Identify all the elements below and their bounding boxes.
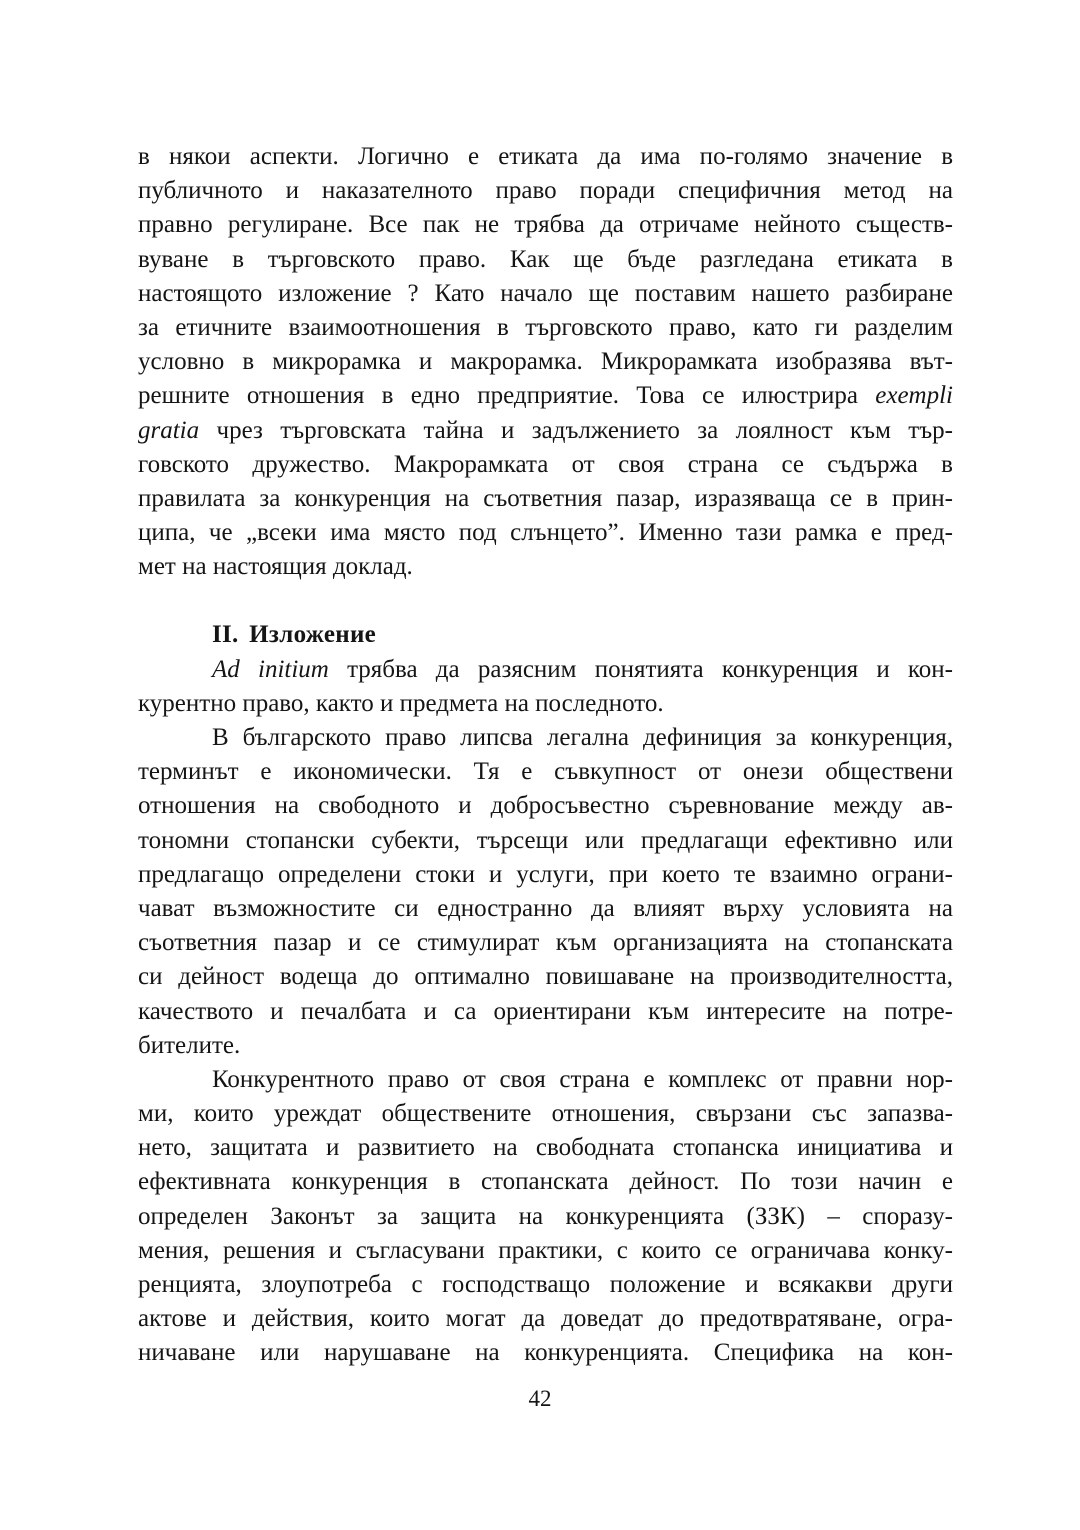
text-run: трябва да разясним понятията конкуренция и кон-: [328, 655, 953, 683]
latin-term: Ad initium: [212, 655, 329, 683]
text-line: предлагащо определени стоки и услуги, при което те взаимно ограни-: [138, 860, 953, 888]
text-line: мения, решения и съгласувани практики, с които се ограничава конку-: [138, 1236, 953, 1264]
text-line: определен Законът за защита на конкуренцията (ЗЗК) – споразу-: [138, 1202, 953, 1230]
section-title: Изложение: [249, 621, 377, 649]
intro-paragraph: [138, 140, 953, 584]
text-line: вуване в търговското право. Как ще бъде разгледана етиката в: [138, 245, 953, 273]
paragraph: [138, 1063, 953, 1371]
page-number: 42: [528, 1386, 552, 1411]
text-line: правилата за конкуренция на съответния пазар, изразяваща се в прин-: [138, 484, 953, 512]
paragraph: [138, 721, 953, 1063]
section-gap: [138, 584, 953, 618]
text-line: качеството и печалбата и са ориентирани към интересите на потре-: [138, 997, 953, 1025]
text-line: за етичните взаимоотношения в търговското право, като ги разделим: [138, 313, 953, 341]
text-line: условно в микрорамка и макрорамка. Микрорамката изобразява вът-: [138, 348, 953, 376]
text-line: В българското право липсва легална дефиниция за конкуренция,: [212, 724, 953, 751]
text-line: настоящото изложение ? Като начало ще поставим нашето разбиране: [138, 279, 953, 307]
latin-term: exempli: [875, 382, 953, 410]
text-line: нето, защитата и развитието на свободната стопанска инициатива и: [138, 1134, 953, 1162]
paragraph: [138, 653, 953, 721]
text-line: курентно право, както и предмета на последното.: [138, 689, 664, 717]
text-line: [138, 414, 953, 448]
text-line: ципа, че „всеки има място под слънцето”. Именно тази рамка е пред-: [138, 519, 953, 547]
text-line: чават възможностите си едностранно да влияят върху условията на: [138, 894, 953, 922]
section-heading: [138, 618, 953, 652]
text-line: съответния пазар и се стимулират към организацията на стопанската: [138, 929, 953, 957]
text-line: тономни стопански субекти, търсещи или предлагащи ефективно или: [138, 826, 953, 854]
text-line: актове и действия, които могат да доведат до предотвратяване, огра-: [138, 1305, 953, 1333]
text-line: бителите.: [138, 1031, 241, 1059]
text-line: си дейност водеща до оптимално повишаване на производителността,: [138, 963, 953, 991]
latin-term: gratia: [138, 416, 200, 444]
text-line: ренцията, злоупотреба с господстващо положение и всякакви други: [138, 1271, 953, 1298]
text-line: [138, 653, 953, 687]
text-line: Конкурентното право от своя страна е комплекс от правни нор-: [212, 1065, 953, 1093]
text-line: ми, които уреждат обществените отношения, свързани със запазва-: [138, 1100, 953, 1128]
text-run: чрез търговската тайна и задължението за лоялност към тър-: [199, 416, 953, 444]
page-body: [138, 140, 953, 1371]
text-line: ефективната конкуренция в стопанската дейност. По този начин е: [138, 1168, 953, 1196]
text-line: отношения на свободното и добросъвестно съревнование между ав-: [138, 792, 953, 820]
text-run: решните отношения в едно предприятие. Това се илюстрира: [138, 382, 876, 410]
text-line: терминът е икономически. Тя е съвкупност от онези обществени: [138, 758, 953, 786]
text-line: мет на настоящия доклад.: [138, 553, 413, 581]
text-line: [138, 379, 953, 413]
text-line: правно регулиране. Все пак не трябва да отричаме нейното съществ-: [138, 211, 953, 239]
text-line: говското дружество. Макрорамката от своя страна се съдържа в: [138, 450, 953, 478]
text-line: в някои аспекти. Логично е етиката да има по-голямо значение в: [138, 143, 953, 170]
text-line: публичното и наказателното право поради специфичния метод на: [138, 177, 953, 205]
section-number: II.: [212, 621, 239, 649]
text-line: ничаване или нарушаване на конкуренцията. Специфика на кон-: [138, 1339, 953, 1367]
